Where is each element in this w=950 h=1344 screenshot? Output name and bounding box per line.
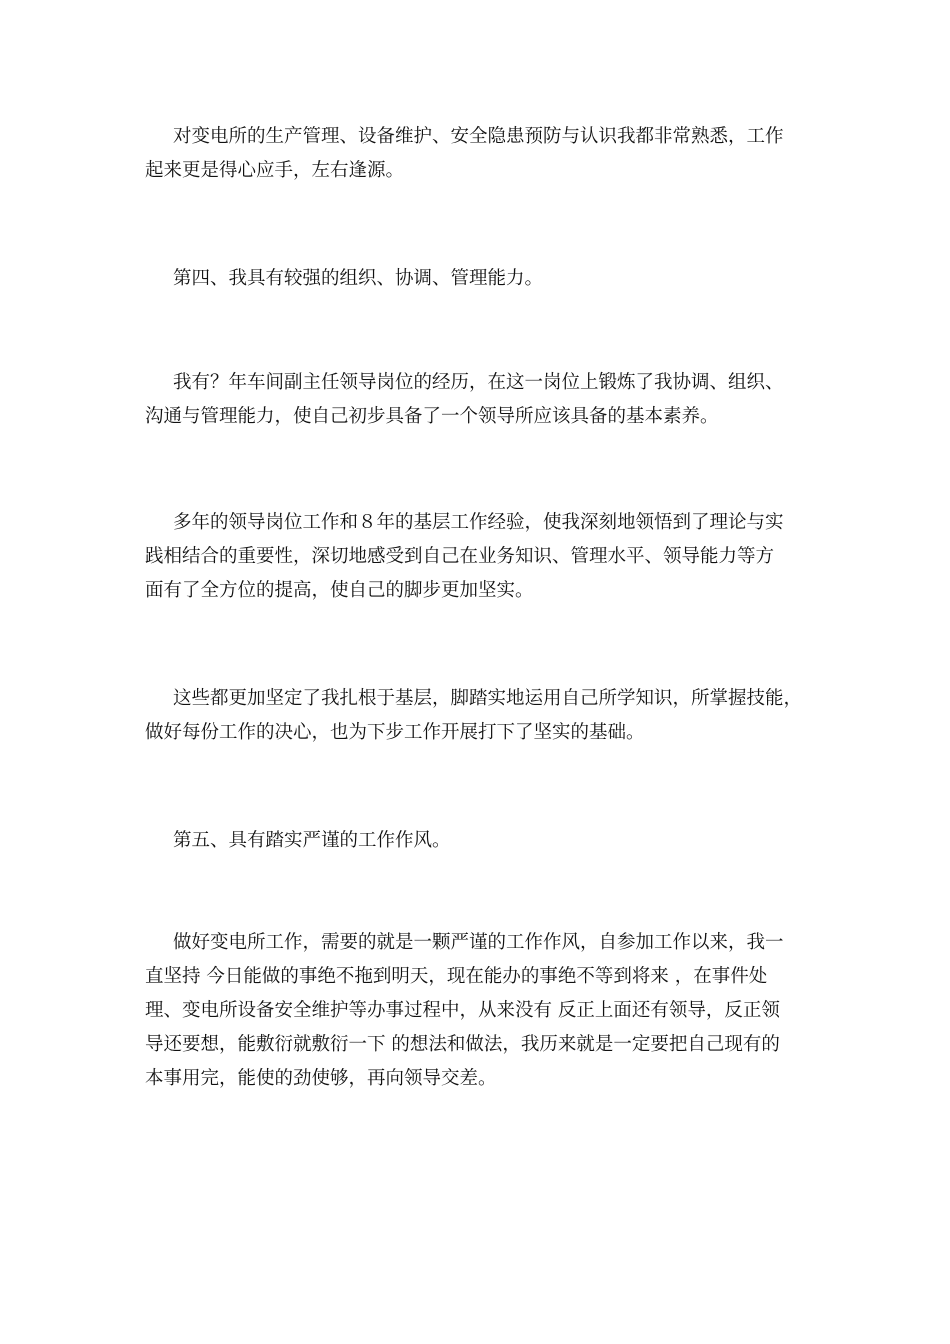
text-line: 起来更是得心应手，左右逢源。 — [145, 160, 405, 181]
text-line: 我有？年车间副主任领导岗位的经历，在这一岗位上锻炼了我协调、组织、 — [173, 372, 784, 393]
paragraph-point-five-heading — [145, 824, 825, 858]
text-line: 面有了全方位的提高，使自己的脚步更加坚实。 — [145, 580, 534, 601]
text-line: 第四、我具有较强的组织、协调、管理能力。 — [173, 268, 544, 289]
text-line: 直坚持 今日能做的事绝不拖到明天，现在能办的事绝不等到将来 ，在事件处 — [145, 966, 768, 987]
text-line: 做好变电所工作，需要的就是一颗严谨的工作作风，自参加工作以来，我一 — [173, 932, 784, 953]
text-line: 对变电所的生产管理、设备维护、安全隐患预防与认识我都非常熟悉，工作 — [173, 126, 784, 147]
text-line: 这些都更加坚定了我扎根于基层，脚踏实地运用自己所学知识，所掌握技能， — [173, 688, 803, 709]
paragraph-substation-familiarity — [145, 120, 825, 188]
paragraph-work-experience — [145, 506, 825, 608]
text-line: 本事用完，能使的劲使够，再向领导交差。 — [145, 1068, 497, 1089]
text-line: 第五、具有踏实严谨的工作作风。 — [173, 830, 451, 851]
text-line: 导还要想，能敷衍就敷衍一下 的想法和做法，我历来就是一定要把自己现有的 — [145, 1034, 780, 1055]
text-line: 理、变电所设备安全维护等办事过程中，从来没有 反正上面还有领导，反正领 — [145, 1000, 780, 1021]
text-line: 多年的领导岗位工作和８年的基层工作经验，使我深刻地领悟到了理论与实 — [173, 512, 784, 533]
paragraph-determination — [145, 682, 825, 750]
paragraph-leadership-experience — [145, 366, 825, 434]
text-line: 践相结合的重要性，深切地感受到自己在业务知识、管理水平、领导能力等方 — [145, 546, 775, 567]
text-line: 做好每份工作的决心，也为下步工作开展打下了坚实的基础。 — [145, 722, 645, 743]
paragraph-point-four-heading — [145, 262, 825, 296]
paragraph-work-style — [145, 926, 825, 1096]
text-line: 沟通与管理能力，使自己初步具备了一个领导所应该具备的基本素养。 — [145, 406, 719, 427]
